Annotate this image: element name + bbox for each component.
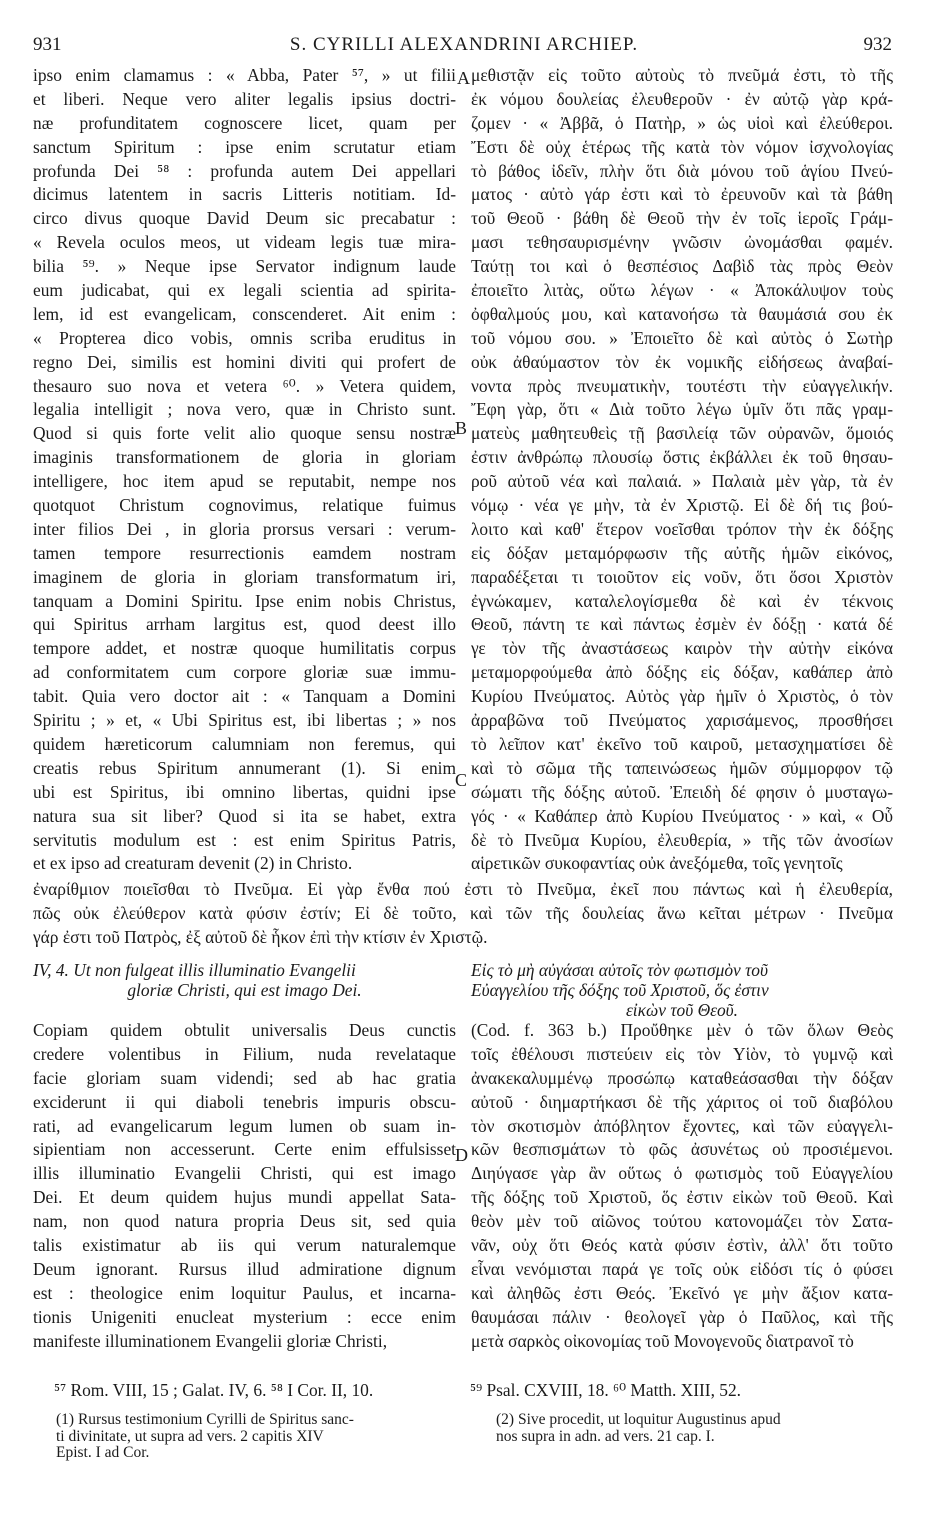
text-line: ti divinitate, ut supra ad vers. 2 capitis XIV <box>56 1427 324 1445</box>
text-line: thesauro suo nova et vetera ⁶⁰. » Vetera quidem, <box>33 375 456 396</box>
text-line: ἐστιν ἀνθρώπῳ πλουσίῳ ὅστις ἐκβάλλει ἐκ τοῦ θησαυ- <box>471 447 893 468</box>
text-line: καὶ ἀληθῶς ἐστι Θεός. Ἐκεῖνό γε μὴν ἄξιον κατα- <box>471 1282 893 1303</box>
margin-letter-d: D <box>455 1145 468 1165</box>
text-line: ἐκ νόμου δουλείας ἐλευθεροῦν · ἐν αὐτῷ γὰρ κρά- <box>471 88 893 109</box>
text-line: Copiam quidem obtulit universalis Deus cunctis <box>33 1020 456 1040</box>
text-line: regno Dei, similis est homini diviti qui profert de <box>33 351 456 372</box>
latin-column-bottom <box>33 1019 456 1353</box>
text-line: τὸν σκοτισμὸν ἀπόβλητον ἔχοντες, καὶ τῶν εὐαγγελι- <box>471 1115 893 1136</box>
text-line: credere volentibus in Filium, nuda revelataque <box>33 1043 456 1064</box>
greek-full-width-paragraph <box>33 878 893 950</box>
text-line: qui Spiritus arrham largitus est, quod deest illo <box>33 614 456 635</box>
text-line: λοιτο καὶ καθ' ἕτερον νοεῖσθαι τρόπον τὴν ἐκ δόξης <box>471 518 893 539</box>
text-line: legalia intelligit ; nova vero, quæ in Christo sunt. <box>33 399 456 420</box>
text-line: manifeste illuminationem Evangelii gloriæ Christi, <box>33 1330 388 1351</box>
latin-heading-line-2: gloriæ Christi, qui est imago Dei. <box>127 980 362 1000</box>
text-line: τοῦ Θεοῦ · βάθη δὲ Θεοῦ τὴν ἐν τοῖς ἱεροῖς Γράμ- <box>471 208 893 229</box>
page-number-right: 932 <box>863 34 892 55</box>
text-line: πῶς οὐκ ἐλεύθερον κατὰ φύσιν ἐστίν; Εἰ δὲ τοῦτο, καὶ τῶν τῆς δουλείας ἄνω κεῖται μέτρων · Πνεῦμα <box>33 902 893 923</box>
text-line: « Revela oculos meos, ut videam legis tuæ mira- <box>33 232 456 253</box>
text-line: Ταύτῃ τοι καὶ ὁ θεσπέσιος Δαβὶδ τὰς πρὸς Θεὸν <box>471 256 893 277</box>
text-line: illis illuminatio Evangelii Christi, qui est imago <box>33 1163 456 1184</box>
text-line: τὸ λεῖπον κατ' ἐκεῖνο τοῦ καιροῦ, μετασχηματίσει δὲ <box>471 733 893 754</box>
text-line: imaginem de gloria in gloriam transformatum iri, <box>33 566 456 587</box>
text-line: Θεοῦ, πάντη τε καὶ πάντως ἐσμὲν ἐν δόξῃ · κατά δέ <box>471 614 893 635</box>
text-line: (2) Sive procedit, ut loquitur Augustinus apud <box>496 1411 781 1428</box>
text-line: ipso enim clamamus : « Abba, Pater ⁵⁷, » ut filii <box>33 65 456 85</box>
text-line: ἀνακεκαλυμμένῳ προσώπῳ καταθεάσασθαι τὴν δόξαν <box>471 1067 893 1088</box>
greek-column-top <box>471 64 893 876</box>
text-line: lem, id est evangelicam, conscenderet. Ait enim : <box>33 303 456 324</box>
text-line: servitutis modulum est : est enim Spiritus Patris, <box>33 829 456 850</box>
text-line: nam, non quod natura propria Deus sit, sed quia <box>33 1211 456 1232</box>
running-title: S. CYRILLI ALEXANDRINI ARCHIEP. <box>289 34 639 55</box>
text-line: rati, ad evangelicarum legum lumen ob suam in- <box>33 1115 456 1136</box>
text-line: tionis Unigeniti enucleat mysterium : ecce enim <box>33 1306 456 1327</box>
text-line: μασι τεθησαυρισμένην γνῶσιν ὠνομάσθαι φαμέν. <box>471 232 893 253</box>
text-line: ἐποιεῖτο λιτὰς, οὕτω λέγων · « Ἀποκάλυψον τοὺς <box>471 280 893 301</box>
text-line: νόμῳ · νέα γε μὴν, τὰ ἐν Χριστῷ. Εἰ δὲ δή τις βού- <box>471 495 893 516</box>
text-line: næ profunditatem cognoscere licet, quam per <box>33 112 456 133</box>
text-line: intelligere, hoc item apud se reputabit, nempe nos <box>33 471 456 492</box>
greek-section-heading <box>471 960 893 1020</box>
text-line: αὐτοῦ · διημαρτήκασι δὲ τῆς χάριτος οἱ τοῦ διαβόλου <box>471 1091 893 1112</box>
text-line: eum judicabat, qui ex legali scientia ad spirita- <box>33 280 456 301</box>
text-line: profunda Dei ⁵⁸ : profunda autem Dei appellari <box>33 160 456 181</box>
text-line: αἱρετικῶν συκοφαντίας οὐκ ἀνεξόμεθα, τοῖς γενητοῖς <box>471 853 843 874</box>
text-line: imaginis transformationem de gloria in gloriam <box>33 447 456 468</box>
latin-column-top <box>33 64 456 876</box>
text-line: τοῦ νόμου σου. » Ἐποιεῖτο δὲ καὶ αὐτὸς ὁ Σωτὴρ <box>471 327 893 348</box>
text-line: Deum ignorant. Rursus illud admiratione dignum <box>33 1258 456 1279</box>
latin-section-heading <box>33 960 456 1000</box>
scripture-references-right: ⁵⁹ Psal. CXVIII, 18. ⁶⁰ Matth. XIII, 52. <box>470 1380 742 1400</box>
text-line: creatis rebus Spiritum annumerant (1). Si enim <box>33 757 456 778</box>
text-line: Quod si quis forte velit alio quoque sensu nostræ <box>33 423 456 444</box>
text-line: quidem hæreticorum calumniam non feremus, qui <box>33 733 456 754</box>
text-line: ματος · αὐτὸ γάρ ἐστι καὶ τὸ ἐρευνοῦν καὶ τὰ βάθη <box>471 184 893 205</box>
text-line: ἀρραβῶνα τοῦ Πνεύματος χαρισάμενος, προσθήσει <box>471 710 893 731</box>
text-line: tamen tempore resurrectionis eamdem nostram <box>33 542 456 563</box>
text-line: dicimus latentem in sacris Litteris notitiam. Id- <box>33 184 456 205</box>
text-line: παραδέξεται τι τοιοῦτον εἰς νοῦν, ὅτι ὅσοι Χριστὸν <box>471 566 893 587</box>
text-line: εἰς δόξαν μεταμόρφωσιν τῆς αὐτῆς ἡμῶν εἰκόνος, <box>471 542 893 563</box>
text-line: Ἔστι δὲ οὐχ ἑτέρως τῆς κατὰ τὸν νόμον ἰσχνολογίας <box>471 136 893 157</box>
text-line: ζομεν · « Ἀββᾶ, ὁ Πατὴρ, » ὡς υἱοὶ καὶ ἐλεύθεροι. <box>471 112 893 133</box>
text-line: tempore addet, et nostræ quoque humilitatis corpus <box>33 638 456 659</box>
greek-heading-line-1: Εἰς τὸ μὴ αὐγάσαι αὐτοῖς τὸν φωτισμὸν τοῦ <box>471 960 768 980</box>
text-line: ματεὺς μαθητευθεὶς τῇ βασιλείᾳ τῶν οὐρανῶν, ὅμοιός <box>471 423 893 444</box>
greek-heading-line-3: εἰκὼν τοῦ Θεοῦ. <box>625 1000 739 1020</box>
text-line: circo divus quoque David Deum sic precabatur : <box>33 208 456 229</box>
text-line: ἐγνώκαμεν, καταλελογίσμεθα δὲ καὶ ἐν τέκνοις <box>471 590 893 611</box>
text-line: γός · « Καθάπερ ἀπὸ Κυρίου Πνεύματος · » καὶ, « Οὗ <box>471 805 893 826</box>
text-line: οὐκ ἀθαύμαστον τὸν ἐκ νομικῆς εἰδήσεως ἀναβαί- <box>471 351 893 372</box>
greek-heading-line-2: Εὐαγγελίου τῆς δόξης τοῦ Χριστοῦ, ὅς ἐστιν <box>471 980 769 1000</box>
text-line: est : theologice enim loquitur Paulus, et incarna- <box>33 1282 456 1303</box>
text-line: et liberi. Neque vero aliter legalis ipsius doctri- <box>33 88 456 109</box>
text-line: τοῖς ἐθέλουσι πιστεύειν εἰς τὸν Υἱὸν, τὸ γυμνῷ καὶ <box>471 1043 893 1064</box>
text-line: σώματι τῆς δόξης αὐτοῦ. Ἐπειδὴ δέ φησιν ὁ μυσταγω- <box>471 781 893 802</box>
footnote-2 <box>496 1412 893 1445</box>
text-line: νοντα πρὸς πνευματικὴν, τουτέστι τὴν εὐαγγελικήν. <box>471 375 893 396</box>
text-line: θαυμάσαι πάλιν · θεολογεῖ γὰρ ὁ Παῦλος, καὶ τῆς <box>471 1306 893 1327</box>
margin-letter-a: A <box>457 68 470 88</box>
margin-letter-b: B <box>455 418 468 438</box>
text-line: (Cod. f. 363 b.) Προὔθηκε μὲν ὁ τῶν ὅλων Θεὸς <box>471 1020 893 1040</box>
text-line: Διηύγασε γὰρ ἂν οὕτως ὁ φωτισμὸς τοῦ Εὐαγγελίου <box>471 1163 893 1184</box>
text-line: Spiritu ; » et, « Ubi Spiritus est, ibi libertas ; » nos <box>33 710 456 731</box>
text-line: sanctum Spiritum : ipse enim scrutatur etiam <box>33 136 456 157</box>
text-line: facie gloriam suam videndi; sed ab hac gratia <box>33 1067 456 1088</box>
text-line: ὀφθαλμούς μου, καὶ κατανοήσω τὰ θαυμάσιά σου ἐκ <box>471 303 893 324</box>
text-line: ad conformitatem cum corpore gloriæ suæ immu- <box>33 662 456 683</box>
text-line: quotquot Christum cognovimus, relatique fuimus <box>33 495 456 516</box>
text-line: τὸ βάθος ἰδεῖν, πλὴν ὅτι διὰ μόνου τοῦ ἁγίου Πνεύ- <box>471 160 893 181</box>
text-line: μετὰ σαρκὸς οἰκονομίας τοῦ Μονογενοῦς διατρανοῖ τὸ <box>471 1330 854 1351</box>
text-line: tanquam a Domini Spiritu. Ipse enim nobis Christus, <box>33 590 456 611</box>
text-line: μεθιστᾷν εἰς τοῦτο αὐτοὺς τὸ πνεῦμά ἐστι, τὸ τῆς <box>471 65 893 85</box>
text-line: δὲ τὸ Πνεῦμα Κυρίου, ἐλευθερία, » τῆς τῶν ἀνοσίων <box>471 829 893 850</box>
text-line: et ex ipso ad creaturam devenit (2) in Christo. <box>33 853 353 874</box>
greek-column-bottom <box>471 1019 893 1353</box>
latin-heading-line-1: IV, 4. Ut non fulgeat illis illuminatio Evangelii <box>33 960 356 980</box>
text-line: Ἔφη γὰρ, ὅτι « Διὰ τοῦτο λέγω ὑμῖν ὅτι πᾶς γραμ- <box>471 399 893 420</box>
text-line: exciderunt ii qui diaboli tenebris impuris obscu- <box>33 1091 456 1112</box>
text-line: καὶ τὸ σῶμα τῆς ταπεινώσεως ἡμῶν σύμμορφον τῷ <box>471 757 893 778</box>
text-line: εἶναι νενόμισται παρά γε τοῖς οὐκ εἰδόσι τίς ὁ φύσει <box>471 1258 893 1279</box>
scripture-references-left: ⁵⁷ Rom. VIII, 15 ; Galat. IV, 6. ⁵⁸ I Cor. II, 10. <box>54 1380 374 1400</box>
text-line: γάρ ἐστι τοῦ Πατρὸς, ἐξ αὐτοῦ δὲ ἧκον ἐπὶ τὴν κτίσιν ἐν Χριστῷ. <box>33 926 488 947</box>
text-line: θεὸν μὲν τοῦ αἰῶνος τούτου κατονομάζει τὸν Σατα- <box>471 1211 893 1232</box>
text-line: (1) Rursus testimonium Cyrilli de Spiritus sanc- <box>56 1411 354 1428</box>
text-line: γε τὸν τῆς ἀναστάσεως καιρὸν τὴν αὐτὴν εἰκόνα <box>471 638 893 659</box>
text-line: ροῦ αὐτοῦ νέα καὶ παλαιά. » Παλαιὰ μὲν γὰρ, τὰ ἐν <box>471 471 893 492</box>
text-line: κῶν θεσπισμάτων τὸ φῶς ἀσυνέτως οὐ προσιέμενοι. <box>471 1139 893 1160</box>
footnote-1 <box>56 1412 456 1462</box>
page-number-left: 931 <box>33 34 62 55</box>
text-line: Epist. I ad Cor. <box>56 1444 150 1461</box>
text-line: natura sua sit liber? Quod si ita se habet, extra <box>33 805 456 826</box>
margin-letter-c: C <box>455 770 468 790</box>
text-line: bilia ⁵⁹. » Neque ipse Servator indignum laude <box>33 256 456 277</box>
text-line: τῆς δόξης τοῦ Χριστοῦ, ὅς ἐστιν εἰκὼν τοῦ Θεοῦ. Καὶ <box>471 1187 893 1208</box>
text-line: sipientiam non accesserunt. Certe enim effulsisset <box>33 1139 456 1160</box>
text-line: ubi est Spiritus, ibi omnino libertas, quidni ipse <box>33 781 456 802</box>
text-line: Κυρίου Πνεύματος. Αὐτὸς γὰρ ἡμῖν ὁ Χριστὸς, ὁ τὸν <box>471 686 893 707</box>
text-line: ἐναρίθμιον ποιεῖσθαι τὸ Πνεῦμα. Εἰ γὰρ ἔνθα πού ἐστι τὸ Πνεῦμα, ἐκεῖ που πάντως καὶ ἡ ἐλευθερία, <box>33 879 893 899</box>
text-line: Dei. Et deum quidem hujus mundi appellat Sata- <box>33 1187 456 1208</box>
text-line: talis existimatur ab iis qui verum naturalemque <box>33 1235 456 1256</box>
text-line: inter filios Dei , in gloria prorsus versari : verum- <box>33 518 456 539</box>
text-line: nos supra in adn. ad vers. 21 cap. I. <box>496 1427 715 1445</box>
text-line: tabit. Quia vero doctor ait : « Tanquam a Domini <box>33 686 456 707</box>
text-line: νᾶν, οὐχ ὅτι Θεός κατὰ φύσιν ἐστὶν, ἀλλ' ὅτι τοῦτο <box>471 1235 893 1256</box>
text-line: « Propterea dico vobis, omnis scriba eruditus in <box>33 327 456 348</box>
text-line: μεταμορφούμεθα ἀπὸ δόξης εἰς δόξαν, καθάπερ ἀπὸ <box>471 662 893 683</box>
